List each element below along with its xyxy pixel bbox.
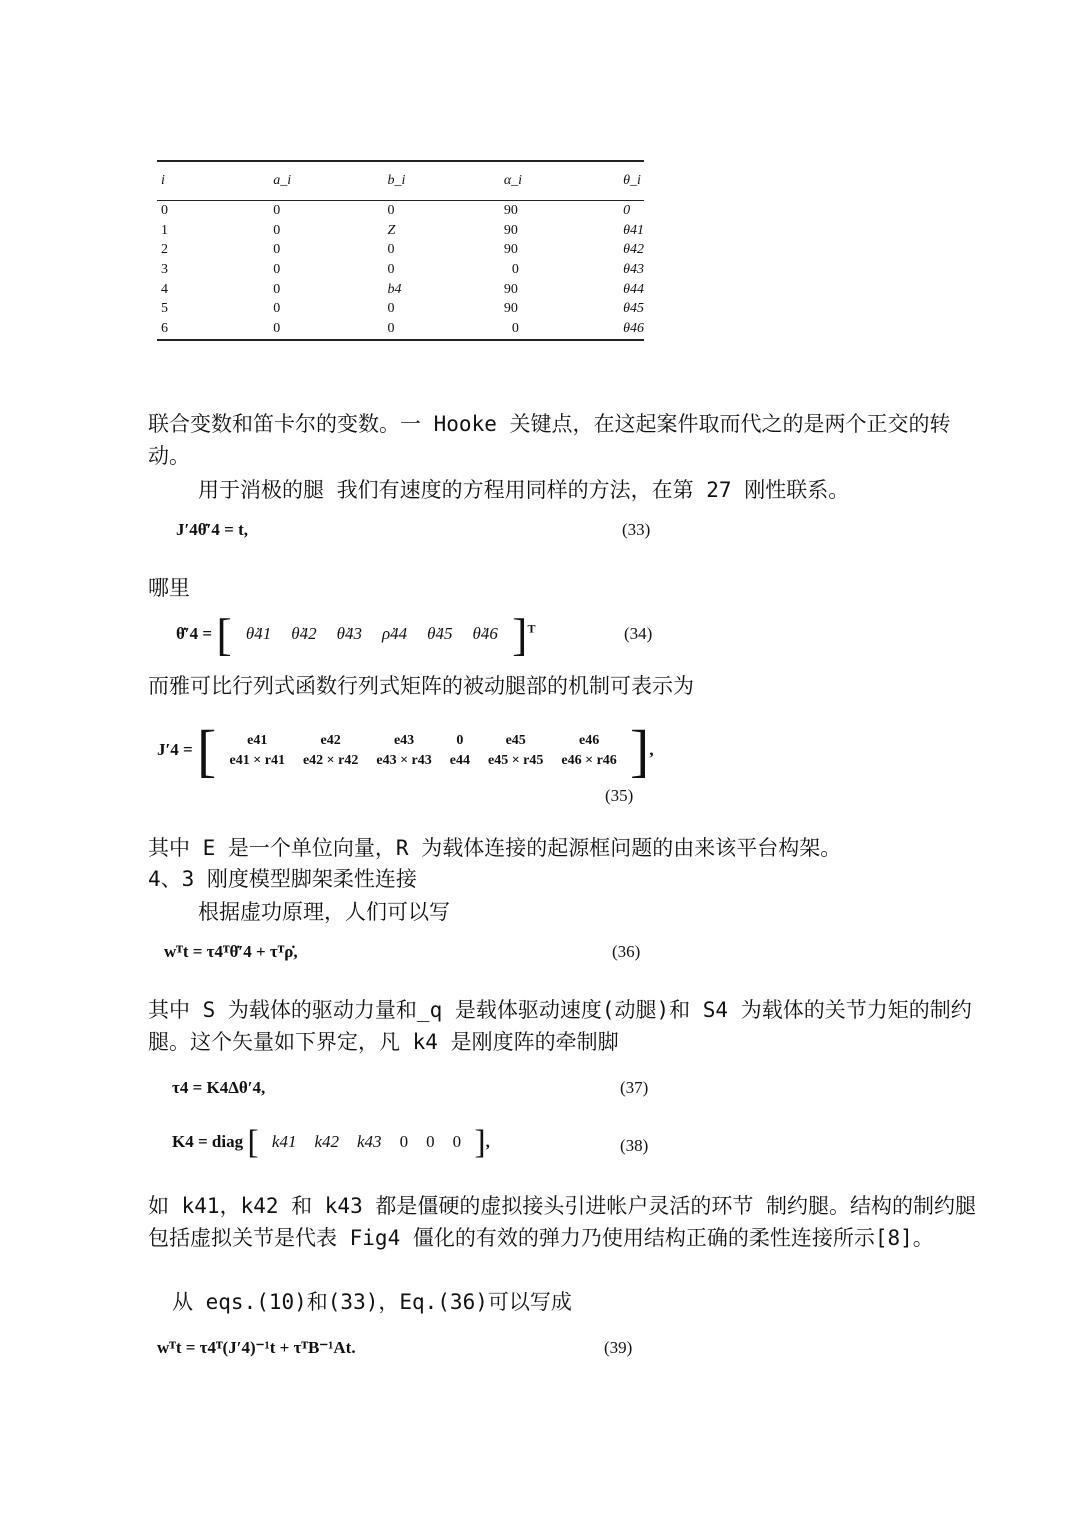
table-header: θ_i — [623, 161, 644, 201]
bracket-right: ] — [630, 718, 650, 783]
equation-lhs: θ̇′4 = — [176, 623, 213, 643]
paragraph: 用于消极的腿 我们有速度的方程用同样的方法，在第 27 刚性联系。 — [198, 478, 850, 502]
matrix-row — [221, 751, 626, 771]
table-cell: 0 — [511, 261, 519, 277]
bracket-left: [ — [196, 718, 217, 783]
table-cell: 0 — [387, 320, 395, 336]
equation-33: J′4θ̇′4 = t, — [176, 520, 249, 539]
section-heading: 4、3 刚度模型脚架柔性连接 — [148, 867, 417, 891]
matrix-cell: 0 — [456, 733, 464, 748]
table-body — [157, 201, 644, 340]
vector-item: θ̇42 — [291, 623, 317, 643]
matrix-row — [221, 731, 626, 751]
diag-items — [263, 1132, 470, 1151]
table-cell: θ43 — [623, 261, 644, 277]
matrix-cell: e45 × r45 — [487, 753, 544, 768]
table-cell: b4 — [387, 281, 402, 297]
table-cell: 3 — [161, 261, 168, 277]
transpose-sup: T — [527, 621, 536, 636]
table-cell: θ46 — [623, 320, 644, 336]
paragraph: 联合变数和笛卡尔的变数。一 Hooke 关键点，在这起案件取而代之的是两个正交的转动。 — [148, 412, 951, 468]
equation-number: (35) — [605, 786, 634, 805]
diag-item: 0 — [452, 1131, 462, 1151]
table-cell: 1 — [161, 222, 168, 238]
table-cell: 0 — [273, 202, 281, 218]
table-cell: 0 — [387, 261, 395, 277]
table-header: a_i — [273, 161, 387, 201]
table-cell: 0 — [273, 281, 281, 297]
paragraph: 其中 S 为载体的驱动力量和_q 是载体驱动速度(动腿)和 S4 为载体的关节力矩的制约腿。这个矢量如下界定，凡 k4 是刚度阵的牵制脚 — [148, 998, 972, 1054]
vector-item: ρ̇44 — [382, 623, 408, 643]
table-cell: 4 — [161, 281, 168, 297]
matrix-cell: e42 × r42 — [302, 753, 359, 768]
matrix-cell: e43 — [393, 733, 415, 748]
equation-35: J′4 = [ e41 e42 e43 0 e45 e46 e41 × r41 e42 × r42 e43 × r43 e44 e45 × r45 e46 × r46 ], — [157, 718, 654, 783]
equation-37: τ4 = K4Δθ′4, — [172, 1078, 266, 1097]
equation-number: (38) — [620, 1136, 649, 1155]
diag-item: k42 — [314, 1131, 340, 1151]
table-cell: 0 — [387, 202, 395, 218]
table-cell: 2 — [161, 242, 168, 258]
matrix-cell: e42 — [320, 733, 341, 748]
diag-item: 0 — [399, 1131, 409, 1151]
table-cell: 90 — [503, 242, 518, 258]
table-row — [157, 240, 644, 260]
vector-items — [236, 624, 508, 643]
matrix-cell: e43 × r43 — [376, 753, 432, 768]
equation-number: (39) — [604, 1338, 633, 1357]
equation-lhs: K4 = diag — [172, 1131, 244, 1151]
paragraph: 根据虚功原理，人们可以写 — [198, 900, 450, 924]
table-row — [157, 201, 644, 221]
bracket-right: ] — [474, 1124, 486, 1161]
table-cell: Z — [387, 222, 396, 238]
matrix-cell: e46 — [578, 733, 600, 748]
matrix-cell: e44 — [449, 753, 470, 768]
table-cell: 5 — [161, 301, 168, 317]
table-header: α_i — [504, 161, 623, 201]
table-row — [157, 221, 644, 241]
table-row — [157, 280, 644, 300]
equation-34 — [176, 609, 536, 660]
table-cell: 0 — [387, 242, 395, 258]
dh-parameter-table — [157, 160, 644, 341]
table-cell: 90 — [503, 281, 518, 297]
vector-item: θ̇46 — [472, 623, 498, 643]
matrix-cell: e45 — [505, 733, 526, 748]
jacobian-matrix — [221, 731, 626, 771]
table-header: b_i — [388, 161, 504, 201]
equation-39: wᵀt = τ4ᵀ(J′4)⁻¹t + τᵀB⁻¹At. — [157, 1338, 356, 1357]
table-cell: 90 — [503, 202, 518, 218]
matrix-cell: e41 × r41 — [229, 753, 285, 768]
vector-item: θ̇41 — [245, 623, 272, 643]
paragraph: 而雅可比行列式函数行列式矩阵的被动腿部的机制可表示为 — [148, 674, 694, 698]
diag-item: 0 — [426, 1131, 435, 1151]
table-cell: 0 — [273, 242, 281, 258]
table-header: i — [157, 161, 273, 201]
matrix-cell: e41 — [247, 733, 268, 748]
paragraph: 如 k41，k42 和 k43 都是僵硬的虚拟接头引进帐户灵活的环节 制约腿。结构的制约腿包括虚拟关节是代表 Fig4 僵化的有效的弹力乃使用结构正确的柔性连接所示[8]。 — [148, 1194, 977, 1250]
equation-lhs: J′4 = — [157, 739, 193, 759]
table-cell: θ45 — [623, 301, 644, 317]
table-header-row — [157, 161, 644, 201]
diag-item: k41 — [271, 1131, 297, 1151]
table-cell: θ41 — [623, 222, 644, 238]
table-cell: 0 — [511, 320, 519, 336]
equation-36: wᵀt = τ4ᵀθ̇′4 + τᵀρ̇, — [164, 942, 298, 961]
table-cell: 0 — [623, 202, 631, 218]
table-cell: 0 — [273, 320, 281, 336]
matrix-cell: e46 × r46 — [561, 753, 617, 768]
table-cell: 0 — [387, 301, 395, 317]
table-cell: 90 — [503, 301, 518, 317]
paragraph: 哪里 — [148, 576, 190, 600]
bracket-right: ] — [512, 609, 528, 660]
equation-number: (34) — [624, 624, 653, 643]
equation-number: (36) — [612, 942, 641, 961]
bracket-left: [ — [216, 609, 232, 660]
equation-38: K4 = diag [ k41 k42 k43 0 0 0 ], — [172, 1124, 490, 1161]
paragraph: 从 eqs.(10)和(33)，Eq.(36)可以写成 — [172, 1290, 572, 1314]
diag-item: k43 — [357, 1131, 382, 1151]
table-cell: 0 — [161, 202, 168, 218]
table-cell: 0 — [273, 261, 281, 277]
equation-number: (33) — [622, 520, 651, 539]
table-row — [157, 299, 644, 319]
table-row — [157, 260, 644, 280]
table-cell: θ42 — [623, 242, 644, 258]
vector-item: θ̇45 — [427, 623, 453, 643]
table-cell: 0 — [273, 301, 281, 317]
vector-item: θ̇43 — [336, 623, 362, 643]
table-cell: θ44 — [623, 281, 644, 297]
table-cell: 6 — [161, 320, 168, 336]
equation-number: (37) — [620, 1078, 649, 1097]
bracket-left: [ — [247, 1124, 259, 1161]
table-row — [157, 319, 644, 340]
paragraph: 其中 E 是一个单位向量，R 为载体连接的起源框问题的由来该平台构架。 — [148, 836, 842, 860]
table-cell: 90 — [503, 222, 518, 238]
table-cell: 0 — [273, 222, 281, 238]
